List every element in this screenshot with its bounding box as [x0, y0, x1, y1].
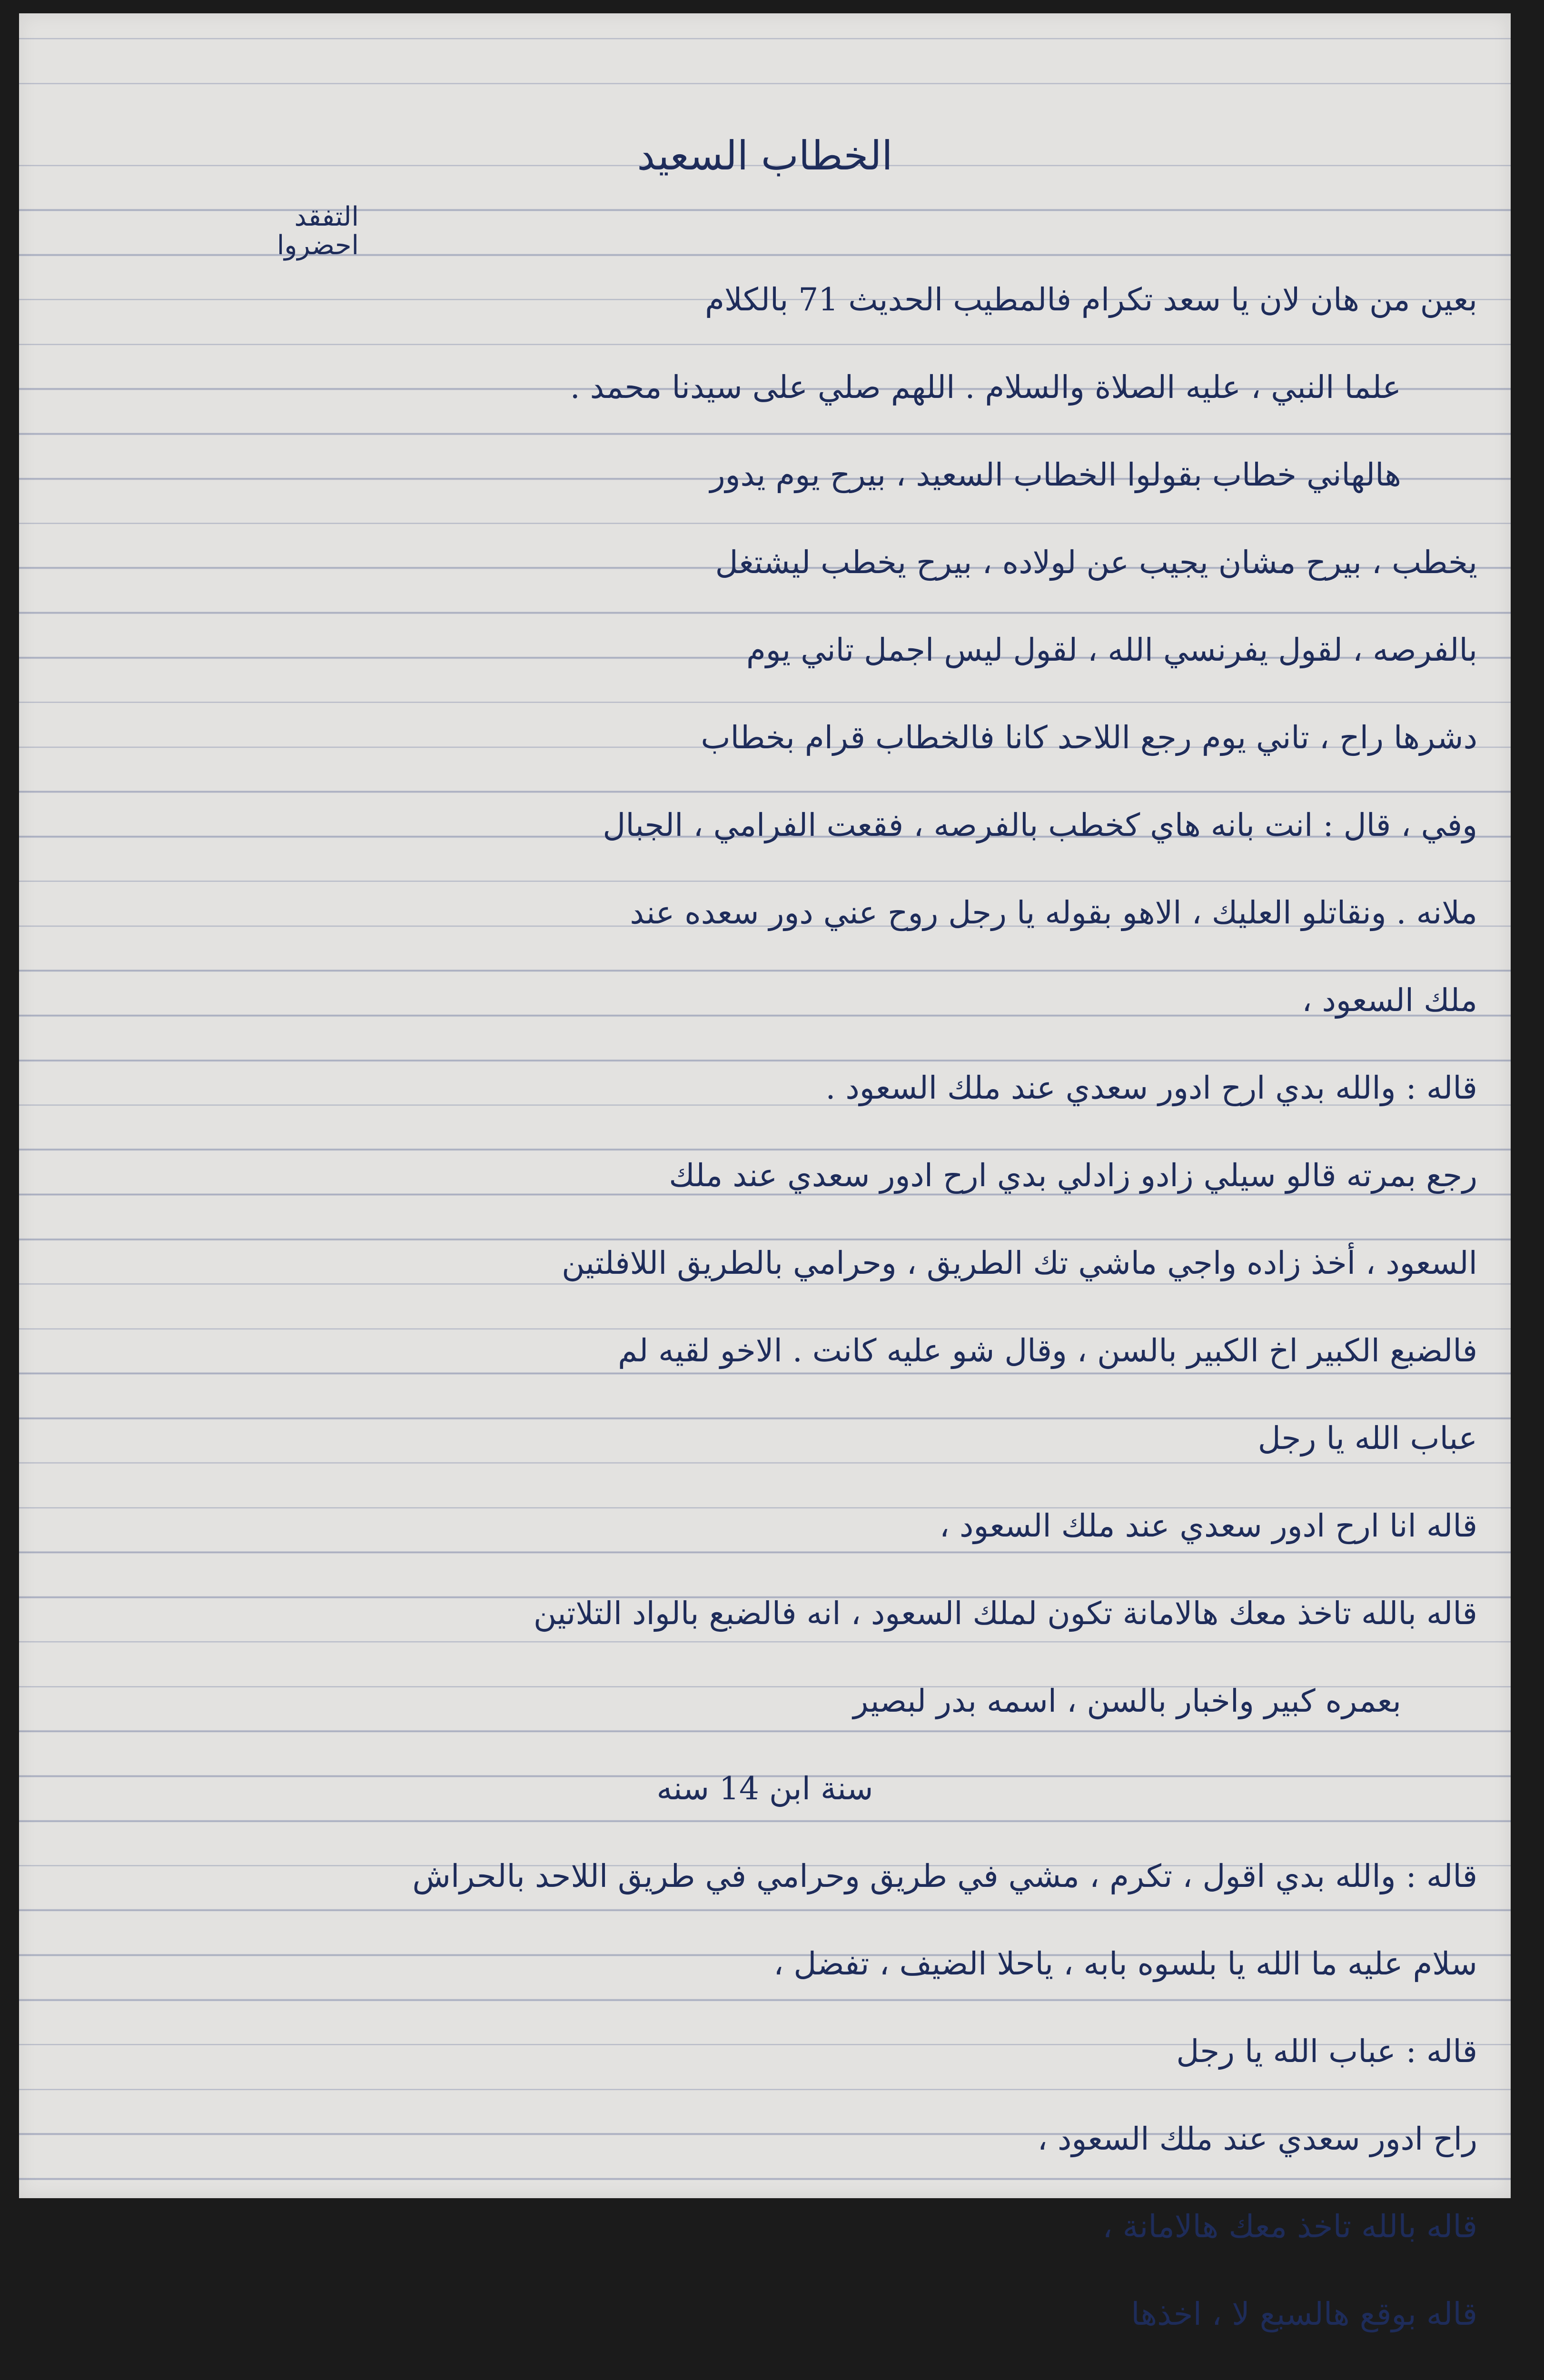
text-line — [52, 2358, 1477, 2380]
text-line: قاله بالله تاخذ معك هالامانة ، — [1102, 2208, 1477, 2245]
margin-note: احضروا — [277, 230, 359, 261]
text-line: عباب الله يا رجل — [1257, 1420, 1477, 1457]
text-line: رجع بمرته قالو سيلي زادو زادلي بدي ارح ادور سعدي عند ملك — [669, 1157, 1477, 1194]
text-line: بالفرصه ، لقول يفرنسي الله ، لقول ليس اجمل تاني يوم — [746, 632, 1477, 668]
text-line: راح ادور سعدي عند ملك السعود ، — [1037, 2121, 1477, 2157]
text-line: السعود ، أخذ زاده واجي ماشي تك الطريق ، وحرامي بالطريق اللافلتين — [562, 1245, 1477, 1281]
text-line: قاله : والله بدي اقول ، تكرم ، مشي في طريق وحرامي في طريق اللاحد بالحراش — [412, 1858, 1477, 1894]
text-line: قاله بالله تاخذ معك هالامانة تكون لملك السعود ، انه فالضبع بالواد التلاتين — [533, 1595, 1477, 1632]
handwritten-text — [52, 256, 1477, 2380]
text-line: فالضبع الكبير اخ الكبير بالسن ، وقال شو عليه كانت . الاخو لقيه لم — [618, 1332, 1477, 1369]
text-line: بعين من هان لان يا سعد تكرام فالمطيب الحديث 71 بالكلام — [705, 281, 1477, 318]
text-line: قاله بوقع هالسبع لا ، اخذها — [1131, 2296, 1477, 2332]
text-line: سلام عليه ما الله يا بلسوه بابه ، ياحلا الضيف ، تفضل ، — [773, 1945, 1477, 1982]
text-line: دشرها راح ، تاني يوم رجع اللاحد كانا فالخطاب قرام بخطاب — [701, 719, 1477, 756]
text-line: بعمره كبير واخبار بالسن ، اسمه بدر لبصير — [853, 1683, 1401, 1719]
text-line: علما النبي ، عليه الصلاة والسلام . اللهم صلي على سيدنا محمد . — [570, 369, 1401, 406]
text-line: قاله انا ارح ادور سعدي عند ملك السعود ، — [939, 1507, 1477, 1544]
text-line: قاله : والله بدي ارح ادور سعدي عند ملك السعود . — [825, 1070, 1477, 1106]
text-line: ملك السعود ، — [1302, 982, 1477, 1019]
text-line: يخطب ، بيرح مشان يجيب عن لولاده ، بيرح يخطب ليشتغل — [715, 544, 1477, 581]
text-line: هالهاني خطاب بقولوا الخطاب السعيد ، بيرح يوم يدور — [710, 456, 1401, 493]
margin-note: التفقد — [294, 201, 359, 232]
text-line: قاله : عباب الله يا رجل — [1176, 2033, 1477, 2070]
page-title: الخطاب السعيد — [637, 132, 893, 179]
text-line: سنة ابن 14 سنه — [656, 1770, 873, 1807]
text-line: وفي ، قال : انت بانه هاي كخطب بالفرصه ، فقعت الفرامي ، الجبال — [603, 807, 1477, 843]
text-line: ملانه . ونقاتلو العليك ، الاهو بقوله يا رجل روح عني دور سعده عند — [630, 894, 1477, 931]
notebook-page — [19, 13, 1511, 2332]
